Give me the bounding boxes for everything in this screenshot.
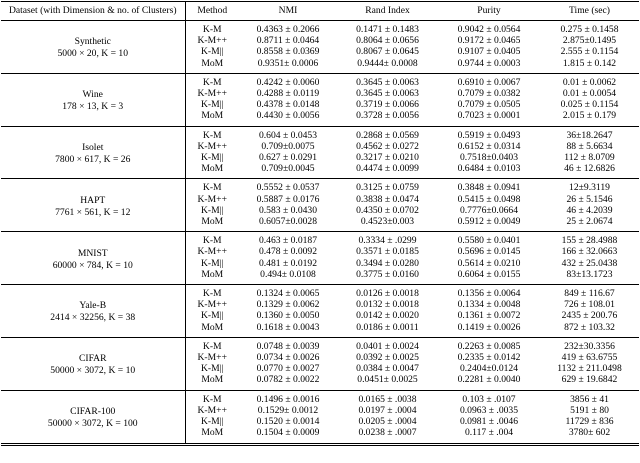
method-cell: K-M (202, 288, 222, 300)
nmi-cell: 0.0748 ± 0.0039 (256, 340, 320, 352)
time-cell: 1.815 ± 0.142 (562, 57, 617, 69)
dataset-cell (1, 73, 185, 126)
dataset-name: HAPT (80, 194, 106, 206)
method-cell: MoM (201, 57, 224, 69)
method-cell: MoM (201, 374, 224, 386)
time-cell: 112 ± 8.0709 (564, 152, 615, 164)
dataset-dimensions: 7761 × 561, K = 12 (55, 206, 131, 218)
time-cell: 2.015 ± 0.179 (562, 110, 617, 122)
table-row (1, 179, 639, 194)
nmi-cell: 0.494± 0.0108 (260, 268, 316, 280)
time-cell: 0.01 ± 0.0054 (562, 88, 617, 100)
time-cell: 0.01 ± 0.0062 (562, 76, 617, 88)
purity-cell: 0.2335 ± 0.0142 (457, 352, 521, 364)
dataset-group (1, 232, 639, 285)
rand-cell: 0.4523±0.003 (360, 216, 415, 228)
rand-cell: 0.3645 ± 0.0063 (356, 88, 419, 100)
nmi-cell: 0.5552 ± 0.0537 (256, 182, 320, 194)
method-cell: K-M|| (201, 363, 224, 375)
method-cell: K-M (202, 129, 222, 141)
rand-cell: 0.3838 ± 0.0474 (356, 193, 419, 205)
rand-cell: 0.3645 ± 0.0063 (356, 76, 419, 88)
nmi-cell: 0.6057±0.0028 (258, 216, 318, 228)
rand-cell: 0.0451± 0.0025 (357, 374, 418, 386)
nmi-cell: 0.0734 ± 0.0026 (256, 352, 320, 364)
purity-cell: 0.7776±0.0664 (459, 204, 519, 216)
rand-cell: 0.9444± 0.0008 (357, 57, 418, 69)
nmi-cell: 0.9351± 0.0006 (257, 57, 319, 69)
rand-cell: 0.0205 ± .0004 (358, 416, 417, 428)
time-cell: 46 ± 12.6826 (564, 163, 615, 175)
time-cell: 5191 ± 80 (570, 404, 609, 416)
dataset-cell (1, 21, 185, 74)
purity-column-header: Purity (477, 5, 501, 16)
nmi-cell: 0.4378 ± 0.0148 (256, 99, 320, 111)
dataset-group (1, 179, 639, 232)
time-cell: 3856 ± 41 (570, 393, 609, 405)
purity-cell: 0.0963 ± .0035 (459, 404, 519, 416)
dataset-name: CIFAR-100 (70, 406, 116, 418)
nmi-cell: 0.4430 ± 0.0056 (256, 110, 320, 122)
dataset-cell (1, 337, 185, 390)
rand-cell: 0.0126 ± 0.0018 (356, 288, 419, 300)
rand-index-column-header: Rand Index (365, 5, 410, 16)
dataset-dimensions: 50000 × 3072, K = 10 (50, 365, 136, 377)
method-cell: K-M (202, 235, 222, 247)
table-row (1, 232, 639, 247)
dataset-column-header: Dataset (with Dimension & no. of Clusters) (1, 2, 185, 21)
table-row (1, 337, 639, 352)
rand-cell: 0.4350 ± 0.0702 (356, 204, 419, 216)
nmi-cell: 0.5887 ± 0.0176 (256, 193, 320, 205)
method-cell: K-M|| (201, 46, 224, 58)
nmi-cell: 0.1496 ± 0.0016 (256, 393, 320, 405)
purity-cell: 0.1334 ± 0.0048 (457, 299, 521, 311)
time-cell: 0.275 ± 0.1458 (560, 24, 619, 35)
dataset-dimensions: 178 × 13, K = 3 (62, 101, 124, 113)
purity-cell: 0.103 ± .0107 (462, 393, 516, 405)
time-cell: 12±9.3119 (569, 182, 610, 194)
method-cell: K-M (202, 24, 222, 35)
time-cell: 166 ± 32.0663 (561, 246, 618, 258)
method-cell: K-M++ (197, 246, 227, 258)
time-cell: 1132 ± 211.0498 (557, 363, 622, 375)
rand-cell: 0.0165 ± .0038 (358, 393, 417, 405)
rand-cell: 0.0186 ± 0.0011 (356, 321, 419, 333)
rand-cell: 0.3494 ± 0.0280 (356, 257, 419, 269)
purity-cell: 0.6910 ± 0.0067 (457, 76, 521, 88)
purity-cell: 0.7079 ± 0.0382 (457, 88, 521, 100)
dataset-group (1, 337, 639, 390)
time-cell: 726 ± 108.01 (564, 299, 615, 311)
nmi-cell: 0.8711 ± 0.0464 (256, 35, 320, 47)
purity-cell: 0.5614 ± 0.0210 (457, 257, 521, 269)
nmi-cell: 0.0782 ± 0.0022 (256, 374, 320, 386)
rand-cell: 0.8067 ± 0.0645 (356, 46, 419, 58)
rand-cell: 0.3125 ± 0.0759 (356, 182, 419, 194)
purity-cell: 0.0981 ± .0046 (459, 416, 519, 428)
dataset-cell (1, 232, 185, 285)
dataset-dimensions: 5000 × 20, K = 10 (57, 48, 128, 60)
dataset-dimensions: 60000 × 784, K = 10 (52, 259, 133, 271)
nmi-cell: 0.583 ± 0.0430 (258, 204, 318, 216)
dataset-cell (1, 126, 185, 179)
dataset-name: Isolet (82, 142, 104, 154)
time-cell: 46 ± 4.2039 (566, 204, 613, 216)
method-cell: MoM (201, 163, 224, 175)
purity-cell: 0.1356 ± 0.0064 (457, 288, 521, 300)
time-cell: 629 ± 19.6842 (561, 374, 618, 386)
method-cell: K-M (202, 340, 222, 352)
purity-cell: 0.3848 ± 0.0941 (457, 182, 521, 194)
dataset-group (1, 126, 639, 179)
time-cell: 2435 ± 200.76 (561, 310, 618, 322)
method-cell: K-M (202, 393, 222, 405)
time-cell: 155 ± 28.4988 (561, 235, 618, 247)
results-table (1, 1, 639, 446)
method-cell: K-M|| (201, 204, 224, 216)
dataset-name: Yale-B (79, 300, 107, 312)
purity-cell: 0.117 ± .004 (464, 427, 514, 439)
rand-cell: 0.0132 ± 0.0018 (356, 299, 419, 311)
nmi-cell: 0.1329 ± 0.0062 (256, 299, 320, 311)
purity-cell: 0.5696 ± 0.0145 (457, 246, 521, 258)
rand-cell: 0.3719 ± 0.0066 (356, 99, 419, 111)
rand-cell: 0.8064 ± 0.0656 (356, 35, 419, 47)
rand-cell: 0.2868 ± 0.0569 (356, 129, 419, 141)
time-cell: 25 ± 2.0674 (566, 216, 613, 228)
nmi-cell: 0.627 ± 0.0291 (258, 152, 318, 164)
purity-cell: 0.2263 ± 0.0085 (457, 340, 521, 352)
dataset-group (1, 21, 639, 74)
method-cell: K-M|| (201, 99, 224, 111)
method-cell: K-M++ (197, 88, 227, 100)
rand-cell: 0.3334 ± .0299 (358, 235, 417, 247)
purity-cell: 0.9172 ± 0.0465 (457, 35, 521, 47)
rand-cell: 0.1471 ± 0.1483 (356, 24, 419, 35)
time-cell: 0.025 ± 0.1154 (560, 99, 619, 111)
nmi-cell: 0.604 ± 0.0453 (258, 129, 318, 141)
nmi-cell: 0.1618 ± 0.0043 (256, 321, 320, 333)
dataset-name: MNIST (77, 247, 108, 259)
nmi-cell: 0.0770 ± 0.0027 (256, 363, 320, 375)
header-row (1, 2, 639, 21)
method-cell: MoM (201, 216, 224, 228)
nmi-cell: 0.463 ± 0.0187 (258, 235, 318, 247)
dataset-dimensions: 50000 × 3072, K = 100 (47, 418, 138, 430)
rand-cell: 0.0392 ± 0.0025 (356, 352, 419, 364)
table-row (1, 73, 639, 88)
purity-cell: 0.5580 ± 0.0401 (457, 235, 521, 247)
rand-cell: 0.0384 ± 0.0047 (356, 363, 419, 375)
method-cell: K-M|| (201, 257, 224, 269)
dataset-name: Wine (82, 89, 103, 101)
method-cell: K-M++ (197, 404, 227, 416)
table-row (1, 285, 639, 300)
nmi-cell: 0.4363 ± 0.2066 (256, 24, 320, 35)
time-cell: 419 ± 63.6755 (561, 352, 618, 364)
rand-cell: 0.0401 ± 0.0024 (356, 340, 419, 352)
purity-cell: 0.5919 ± 0.0493 (457, 129, 521, 141)
method-cell: MoM (201, 268, 224, 280)
time-cell: 11729 ± 836 (565, 416, 614, 428)
time-column-header: Time (sec) (569, 5, 610, 16)
rand-cell: 0.3728 ± 0.0056 (356, 110, 419, 122)
method-cell: K-M++ (197, 352, 227, 364)
nmi-cell: 0.4242 ± 0.0060 (256, 76, 320, 88)
purity-cell: 0.9042 ± 0.0564 (457, 24, 521, 35)
time-cell: 3780± 602 (568, 427, 611, 439)
rand-cell: 0.4474 ± 0.0099 (356, 163, 419, 175)
method-cell: MoM (201, 427, 224, 439)
purity-cell: 0.6484 ± 0.0103 (457, 163, 521, 175)
rand-cell: 0.0142 ± 0.0020 (356, 310, 419, 322)
rand-cell: 0.4562 ± 0.0272 (356, 140, 419, 152)
table-row (1, 390, 639, 405)
method-cell: K-M|| (201, 152, 224, 164)
method-cell: K-M (202, 76, 222, 88)
time-cell: 2.875±0.1495 (562, 35, 617, 47)
method-cell: K-M++ (197, 299, 227, 311)
rand-cell: 0.3775 ± 0.0160 (356, 268, 419, 280)
method-cell: MoM (201, 110, 224, 122)
table-row (1, 21, 639, 36)
purity-cell: 0.7079 ± 0.0505 (457, 99, 521, 111)
rand-cell: 0.0197 ± .0004 (358, 404, 417, 416)
time-cell: 36±18.2647 (566, 129, 613, 141)
time-cell: 432 ± 25.0438 (561, 257, 618, 269)
nmi-cell: 0.8558 ± 0.0369 (256, 46, 320, 58)
nmi-cell: 0.1324 ± 0.0065 (256, 288, 320, 300)
method-column-header: Method (197, 5, 228, 16)
purity-cell: 0.2404±0.0124 (459, 363, 519, 375)
purity-cell: 0.1419 ± 0.0026 (457, 321, 521, 333)
purity-cell: 0.9107 ± 0.0405 (457, 46, 521, 58)
dataset-group (1, 285, 639, 338)
time-cell: 232±30.3356 (564, 340, 615, 352)
nmi-cell: 0.478 ± 0.0092 (258, 246, 318, 258)
purity-cell: 0.6064 ± 0.0155 (457, 268, 521, 280)
rand-cell: 0.0238 ± .0007 (358, 427, 417, 439)
nmi-cell: 0.1529± 0.0012 (257, 404, 319, 416)
dataset-cell (1, 390, 185, 444)
dataset-dimensions: 7800 × 617, K = 26 (55, 154, 131, 166)
time-cell: 83±13.1723 (566, 268, 613, 280)
purity-cell: 0.5415 ± 0.0498 (457, 193, 521, 205)
table-row (1, 126, 639, 141)
time-cell: 88 ± 5.6634 (566, 140, 613, 152)
purity-cell: 0.2281 ± 0.0040 (457, 374, 521, 386)
method-cell: K-M|| (201, 310, 224, 322)
dataset-group (1, 390, 639, 444)
purity-cell: 0.6152 ± 0.0314 (457, 140, 521, 152)
dataset-group (1, 73, 639, 126)
nmi-cell: 0.4288 ± 0.0119 (256, 88, 320, 100)
dataset-name: CIFAR (78, 353, 107, 365)
nmi-cell: 0.1504 ± 0.0009 (256, 427, 320, 439)
method-cell: K-M++ (197, 193, 227, 205)
method-cell: K-M (202, 182, 222, 194)
nmi-cell: 0.709±0.0045 (261, 163, 315, 175)
time-cell: 849 ± 116.67 (564, 288, 615, 300)
purity-cell: 0.5912 ± 0.0049 (457, 216, 521, 228)
method-cell: MoM (201, 321, 224, 333)
method-cell: K-M|| (201, 416, 224, 428)
time-cell: 2.555 ± 0.1154 (560, 46, 619, 58)
nmi-cell: 0.1520 ± 0.0014 (256, 416, 320, 428)
rand-cell: 0.3571 ± 0.0185 (356, 246, 419, 258)
purity-cell: 0.7023 ± 0.0001 (457, 110, 521, 122)
time-cell: 26 ± 5.1546 (566, 193, 613, 205)
nmi-cell: 0.481 ± 0.0192 (258, 257, 318, 269)
dataset-cell (1, 285, 185, 338)
nmi-cell: 0.709±0.0075 (261, 140, 315, 152)
nmi-column-header: NMI (278, 5, 298, 16)
purity-cell: 0.7518±0.0403 (459, 152, 519, 164)
nmi-cell: 0.1360 ± 0.0050 (256, 310, 320, 322)
purity-cell: 0.1361 ± 0.0072 (457, 310, 521, 322)
time-cell: 872 ± 103.32 (564, 321, 615, 333)
rand-cell: 0.3217 ± 0.0210 (356, 152, 419, 164)
purity-cell: 0.9744 ± 0.0003 (457, 57, 521, 69)
method-cell: K-M++ (197, 140, 227, 152)
dataset-cell (1, 179, 185, 232)
method-cell: K-M++ (197, 35, 227, 47)
table-header (1, 2, 639, 21)
dataset-name: Synthetic (74, 36, 111, 48)
dataset-dimensions: 2414 × 32256, K = 38 (50, 312, 136, 324)
